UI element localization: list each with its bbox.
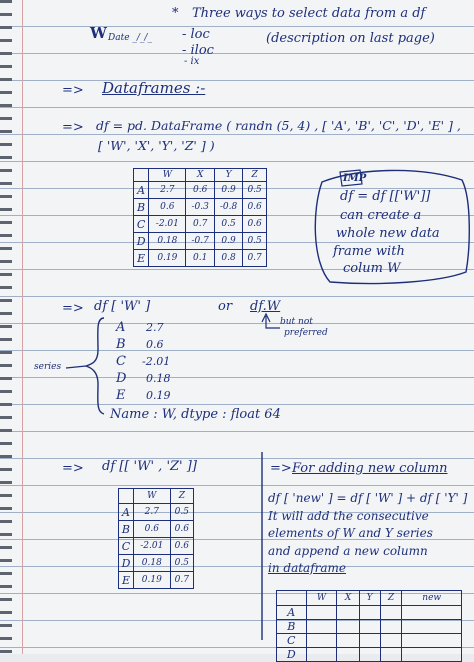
column-header [119, 489, 134, 504]
table-cell: 0.6 [186, 182, 214, 199]
series-row-D-label: D [116, 371, 127, 386]
section-arrow: => [62, 83, 84, 98]
table-header-row [119, 489, 194, 504]
row-label: E [119, 572, 134, 589]
imp-line-4: frame with [333, 244, 405, 259]
item-iloc: - iloc [182, 43, 214, 58]
table-cell [337, 634, 359, 648]
table-cell: 0.6 [133, 521, 170, 538]
side-title: For adding new column [292, 461, 448, 476]
table-cell [359, 620, 380, 634]
table-cell: 2.7 [149, 182, 186, 199]
row-label: B [277, 620, 307, 634]
table-cell [306, 620, 337, 634]
series-row-B-value: 0.6 [146, 338, 164, 351]
table-cell [306, 634, 337, 648]
table-cell: -0.3 [186, 199, 214, 216]
table-cell: 0.5 [214, 216, 242, 233]
table-cell: 0.5 [170, 555, 193, 572]
code1-arrow: => [62, 120, 84, 135]
series-expr: df [ 'W' ] [94, 299, 151, 314]
notebook-date-field: Date _/_/_ [108, 33, 152, 43]
table-row [119, 538, 194, 555]
table-cell: 0.8 [214, 250, 242, 267]
row-label: D [119, 555, 134, 572]
series-or: or [218, 299, 233, 314]
code1-line-2: [ 'W', 'X', 'Y', 'Z' ] ) [98, 138, 215, 153]
row-label: B [119, 521, 134, 538]
table-cell [380, 634, 402, 648]
new-column-code: df [ 'new' ] = df [ 'W' ] + df [ 'Y' ] [268, 491, 468, 505]
series-aside-1: but not [280, 317, 313, 327]
imp-line-3: whole new data [336, 226, 440, 241]
column-header: X [186, 169, 214, 182]
table-cell: 0.9 [214, 182, 242, 199]
table-cell: 2.7 [133, 504, 170, 521]
row-label: B [134, 199, 149, 216]
table-cell: -0.7 [186, 233, 214, 250]
section-title: Dataframes :- [102, 79, 206, 97]
column-header: W [149, 169, 186, 182]
table-cell: 0.6 [170, 538, 193, 555]
table-cell [402, 606, 462, 620]
row-label: D [134, 233, 149, 250]
column-header: X [337, 591, 359, 606]
table-row [119, 504, 194, 521]
table-cell [380, 648, 402, 662]
table-cell [359, 634, 380, 648]
series-row-B-label: B [116, 337, 126, 352]
table-row [277, 620, 462, 634]
code1-line-1: df = pd. DataFrame ( randn (5, 4) , [ 'A', 'B', 'C', 'D', 'E' ] , [96, 118, 461, 133]
table-cell [337, 620, 359, 634]
series-row-C-label: C [116, 354, 126, 369]
table-cell [306, 648, 337, 662]
column-header: W [306, 591, 337, 606]
row-label: C [277, 634, 307, 648]
side-arrow: => [270, 461, 292, 476]
desc-line-4: in dataframe [268, 561, 347, 575]
table-cell: 0.9 [214, 233, 242, 250]
table-cell [337, 606, 359, 620]
header-line-1: Three ways to select data from a df [192, 6, 426, 21]
table-cell [337, 648, 359, 662]
row-label: A [119, 504, 134, 521]
series-row-D-value: 0.18 [146, 372, 171, 385]
table-cell [402, 648, 462, 662]
table-row [119, 521, 194, 538]
row-label: C [119, 538, 134, 555]
table-cell: 0.6 [243, 216, 267, 233]
imp-line-2: can create a [340, 208, 422, 223]
item-ix: - ix [184, 56, 200, 67]
table-cell [380, 606, 402, 620]
table-cell: -2.01 [133, 538, 170, 555]
table-row [277, 634, 462, 648]
table-cell: 0.5 [243, 182, 267, 199]
table-cell: 0.7 [170, 572, 193, 589]
column-header [277, 591, 307, 606]
table-row [277, 606, 462, 620]
series-row-A-label: A [116, 320, 126, 335]
item-loc: - loc [182, 27, 210, 42]
column-header: Y [214, 169, 242, 182]
table-cell: 0.6 [149, 199, 186, 216]
table-cell: 0.19 [133, 572, 170, 589]
row-label: A [277, 606, 307, 620]
series-arrow: => [62, 301, 84, 316]
table-cell: 0.18 [133, 555, 170, 572]
column-header: new [402, 591, 462, 606]
series-aside-2: preferred [284, 328, 328, 338]
column-header: Z [243, 169, 267, 182]
series-footer: Name : W, dtype : float 64 [110, 407, 281, 422]
series-row-E-value: 0.19 [146, 389, 171, 402]
table-cell: 0.1 [186, 250, 214, 267]
desc-line-2: elements of W and Y series [268, 526, 433, 540]
imp-line-5: colum W [343, 261, 401, 276]
bottom-expr: df [[ 'W' , 'Z' ]] [102, 459, 197, 474]
row-label: C [134, 216, 149, 233]
row-label: E [134, 250, 149, 267]
table-row [277, 648, 462, 662]
desc-line-3: and append a new column [268, 544, 428, 558]
table-header-row [277, 591, 462, 606]
table-cell: 0.5 [243, 233, 267, 250]
table-cell [359, 648, 380, 662]
series-alt: df.W [250, 299, 281, 314]
table-cell: -2.01 [149, 216, 186, 233]
table-cell: 0.6 [170, 521, 193, 538]
table-row [119, 572, 194, 589]
table-cell [359, 606, 380, 620]
column-header: Z [170, 489, 193, 504]
table-cell: 0.19 [149, 250, 186, 267]
table-cell [306, 606, 337, 620]
desc-line-1: It will add the consecutive [268, 509, 429, 523]
row-label: D [277, 648, 307, 662]
column-header: Y [359, 591, 380, 606]
table-row [119, 555, 194, 572]
column-header: W [133, 489, 170, 504]
table-cell: -0.8 [214, 199, 242, 216]
table-cell: 0.5 [170, 504, 193, 521]
bottom-arrow: => [62, 461, 84, 476]
column-header: Z [380, 591, 402, 606]
table-cell [402, 634, 462, 648]
series-side-label: series [34, 362, 62, 372]
series-row-A-value: 2.7 [146, 321, 164, 334]
header-note: (description on last page) [266, 31, 435, 46]
series-row-E-label: E [116, 388, 126, 403]
table-cell [380, 620, 402, 634]
table-cell: 0.7 [243, 250, 267, 267]
notebook-logo: W [90, 24, 107, 42]
dataframe-table-3 [276, 590, 462, 662]
star-mark: * [172, 6, 179, 21]
row-label: A [134, 182, 149, 199]
imp-line-1: df = df [['W']] [340, 189, 431, 204]
dataframe-table-2 [118, 488, 194, 589]
table-cell: 0.7 [186, 216, 214, 233]
imp-tag: IMP [343, 173, 367, 184]
table-cell: 0.6 [243, 199, 267, 216]
table-cell: 0.18 [149, 233, 186, 250]
series-row-C-value: -2.01 [142, 355, 171, 368]
table-cell [402, 620, 462, 634]
